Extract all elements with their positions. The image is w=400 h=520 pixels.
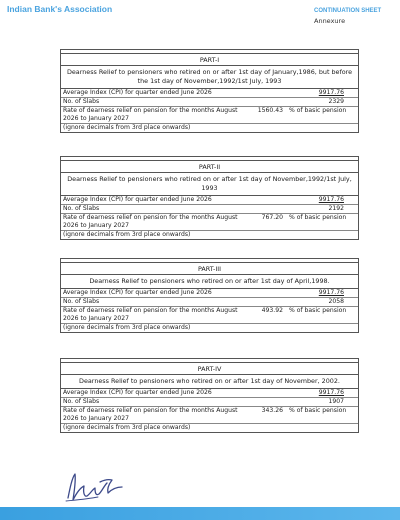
slabs-row — [61, 205, 358, 214]
note-row — [61, 124, 358, 132]
rate-label: Rate of dearness relief on pension for the months August 2026 to January 2027 — [63, 307, 238, 322]
note-row — [61, 424, 358, 432]
average-index-value: 9917.76 — [318, 196, 344, 203]
average-index-label: Average Index (CPI) for quarter ended June 2026 — [63, 389, 212, 396]
rate-label: Rate of dearness relief on pension for the months August 2026 to January 2027 — [63, 407, 238, 422]
rate-row — [61, 107, 358, 124]
slabs-row — [61, 98, 358, 107]
rate-value: 343.26 — [261, 407, 283, 414]
part-title: PART-II — [61, 161, 358, 173]
average-index-row — [61, 389, 358, 398]
average-index-label: Average Index (CPI) for quarter ended June 2026 — [63, 289, 212, 296]
annexure-label: Annexure — [314, 17, 346, 25]
slabs-value: 2058 — [328, 298, 344, 305]
note-row — [61, 324, 358, 332]
rate-label: Rate of dearness relief on pension for the months August 2026 to January 2027 — [63, 107, 238, 122]
continuation-sheet-label: CONTINUATION SHEET — [314, 8, 382, 14]
part-title: PART-I — [61, 54, 358, 66]
part-title: PART-III — [61, 263, 358, 275]
part-description: Dearness Relief to pensioners who retired on or after 1st day of November,1992/1st July, 1993 — [61, 173, 358, 196]
part-ii-table — [60, 156, 359, 240]
part-description: Dearness Relief to pensioners who retired on or after 1st day of April,1998. — [61, 275, 358, 289]
rate-row — [61, 307, 358, 324]
note-text: (ignore decimals from 3rd place onwards) — [63, 124, 191, 131]
average-index-row — [61, 89, 358, 98]
part-iii-table — [60, 258, 359, 333]
slabs-label: No. of Slabs — [63, 398, 100, 405]
part-title: PART-IV — [61, 363, 358, 375]
slabs-value: 2329 — [328, 98, 344, 105]
slabs-label: No. of Slabs — [63, 98, 100, 105]
average-index-value: 9917.76 — [318, 89, 344, 96]
footer-band — [0, 507, 400, 520]
handwritten-signature — [62, 470, 134, 504]
slabs-value: 2192 — [328, 205, 344, 212]
note-row — [61, 231, 358, 239]
rate-unit: % of basic pension — [289, 307, 347, 314]
rate-row — [61, 214, 358, 231]
average-index-label: Average Index (CPI) for quarter ended June 2026 — [63, 89, 212, 96]
org-name: Indian Bank's Association — [7, 4, 113, 14]
rate-unit: % of basic pension — [289, 214, 347, 221]
slabs-row — [61, 298, 358, 307]
rate-value: 1560.43 — [257, 107, 283, 114]
slabs-value: 1907 — [328, 398, 344, 405]
rate-unit: % of basic pension — [289, 107, 347, 114]
note-text: (ignore decimals from 3rd place onwards) — [63, 424, 191, 431]
average-index-label: Average Index (CPI) for quarter ended June 2026 — [63, 196, 212, 203]
rate-unit: % of basic pension — [289, 407, 347, 414]
note-text: (ignore decimals from 3rd place onwards) — [63, 324, 191, 331]
slabs-label: No. of Slabs — [63, 298, 100, 305]
rate-row — [61, 407, 358, 424]
average-index-row — [61, 289, 358, 298]
rate-value: 767.20 — [261, 214, 283, 221]
rate-value: 493.92 — [261, 307, 283, 314]
slabs-row — [61, 398, 358, 407]
part-iv-table — [60, 358, 359, 433]
rate-label: Rate of dearness relief on pension for the months August 2026 to January 2027 — [63, 214, 238, 229]
average-index-row — [61, 196, 358, 205]
part-i-table — [60, 49, 359, 133]
part-description: Dearness Relief to pensioners who retired on or after 1st day of November, 2002. — [61, 375, 358, 389]
note-text: (ignore decimals from 3rd place onwards) — [63, 231, 191, 238]
average-index-value: 9917.76 — [318, 389, 344, 396]
average-index-value: 9917.76 — [318, 289, 344, 296]
part-description: Dearness Relief to pensioners who retired on or after 1st day of January,1986, but before the 1st day of November,1992/1st July, 1993 — [61, 66, 358, 89]
slabs-label: No. of Slabs — [63, 205, 100, 212]
